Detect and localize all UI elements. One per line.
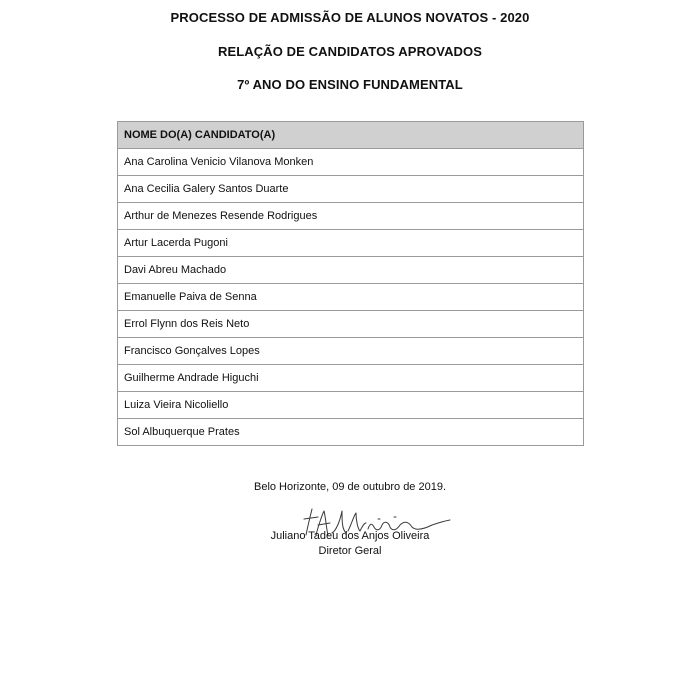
table-row: [118, 149, 584, 176]
table-header-row: [118, 122, 584, 149]
table-row: [118, 257, 584, 284]
candidate-name: Guilherme Andrade Higuchi: [118, 365, 584, 392]
table-row: [118, 203, 584, 230]
table-row: [118, 176, 584, 203]
candidates-table: [117, 121, 584, 446]
document-title: PROCESSO DE ADMISSÃO DE ALUNOS NOVATOS - 2020: [170, 10, 530, 25]
signer-role: Diretor Geral: [318, 545, 382, 557]
candidate-name: Ana Carolina Venicio Vilanova Monken: [118, 149, 584, 176]
place-and-date: Belo Horizonte, 09 de outubro de 2019.: [253, 481, 447, 493]
candidate-name: Ana Cecilia Galery Santos Duarte: [118, 176, 584, 203]
table-row: [118, 392, 584, 419]
candidate-name: Luiza Vieira Nicoliello: [118, 392, 584, 419]
table-row: [118, 338, 584, 365]
table-row: [118, 311, 584, 338]
table-row: [118, 365, 584, 392]
table-row: [118, 230, 584, 257]
candidate-name: Davi Abreu Machado: [118, 257, 584, 284]
candidate-name: Arthur de Menezes Resende Rodrigues: [118, 203, 584, 230]
candidate-name: Artur Lacerda Pugoni: [118, 230, 584, 257]
document-subtitle: RELAÇÃO DE CANDIDATOS APROVADOS: [217, 44, 483, 59]
table-row: [118, 419, 584, 446]
signer-name: Juliano Tadeu dos Anjos Oliveira: [270, 530, 430, 542]
column-header-candidate-name: NOME DO(A) CANDIDATO(A): [118, 122, 584, 149]
candidate-name: Francisco Gonçalves Lopes: [118, 338, 584, 365]
candidate-name: Emanuelle Paiva de Senna: [118, 284, 584, 311]
grade-heading: 7º ANO DO ENSINO FUNDAMENTAL: [237, 77, 463, 92]
table-row: [118, 284, 584, 311]
candidate-name: Sol Albuquerque Prates: [118, 419, 584, 446]
candidate-name: Errol Flynn dos Reis Neto: [118, 311, 584, 338]
